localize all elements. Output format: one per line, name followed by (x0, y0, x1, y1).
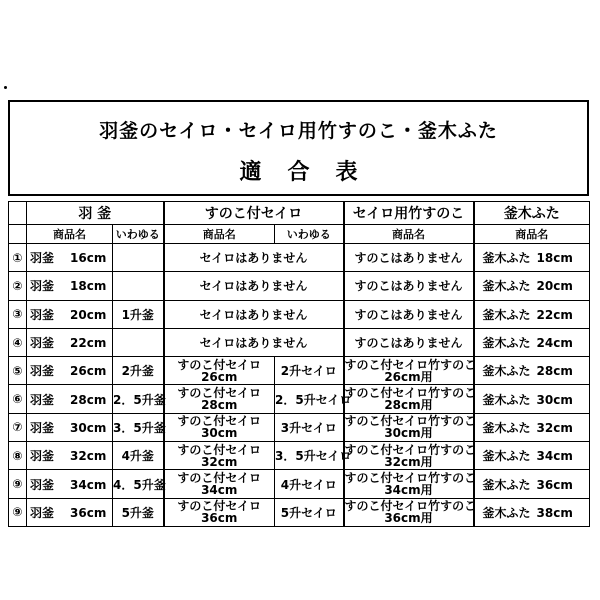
hagama-size: 22cm (70, 336, 107, 351)
seiro-none-note: セイロはありません (164, 300, 344, 328)
table-row (9, 300, 590, 328)
hagama-size: 36cm (70, 505, 107, 520)
header-hagama: 羽 釜 (27, 202, 164, 225)
sunoko-cell (344, 413, 477, 441)
seiro-iwayuru: 2．5升セイロ (275, 385, 344, 413)
table-row (9, 357, 590, 385)
seiro-size: 36cm (201, 511, 238, 526)
futa-size: 38cm (536, 505, 573, 520)
hagama-iwayuru (113, 244, 164, 272)
futa-name: 釜木ふた (482, 449, 531, 464)
hagama-cell (27, 328, 113, 356)
hagama-size: 28cm (70, 392, 107, 407)
row-number: ⑥ (9, 385, 27, 413)
seiro-size: 34cm (201, 483, 238, 498)
seiro-cell (164, 498, 275, 526)
hagama-iwayuru: 4升釜 (113, 442, 164, 470)
seiro-name: すのこ付セイロ (177, 442, 262, 457)
futa-size: 32cm (536, 420, 573, 435)
seiro-cell (164, 413, 275, 441)
hagama-iwayuru: 2升釜 (113, 357, 164, 385)
seiro-size: 28cm (201, 398, 238, 413)
hagama-iwayuru (113, 328, 164, 356)
sunoko-cell (344, 470, 477, 498)
table-row (9, 244, 590, 272)
hagama-size: 32cm (70, 449, 107, 464)
seiro-cell (164, 385, 275, 413)
futa-cell (474, 498, 590, 526)
row-number: ⑦ (9, 413, 27, 441)
hagama-size: 30cm (70, 420, 107, 435)
header-sunoko-seiro: すのこ付セイロ (164, 202, 344, 225)
futa-cell (474, 300, 590, 328)
futa-name: 釜木ふた (482, 420, 531, 435)
hagama-cell (27, 244, 113, 272)
row-number: ④ (9, 328, 27, 356)
hagama-size: 34cm (70, 477, 107, 492)
hagama-size: 20cm (70, 307, 107, 322)
sunoko-cell (344, 385, 477, 413)
row-number: ⑧ (9, 442, 27, 470)
table-row (9, 328, 590, 356)
corner-cell (9, 202, 27, 225)
header-row-sub (9, 225, 590, 244)
hagama-name: 羽釜 (30, 364, 55, 379)
futa-size: 22cm (536, 307, 573, 322)
futa-name: 釜木ふた (482, 279, 531, 294)
seiro-name: すのこ付セイロ (177, 471, 262, 486)
subheader-product-name: 商品名 (344, 225, 474, 244)
futa-size: 36cm (536, 477, 573, 492)
table-row (9, 272, 590, 300)
hagama-size: 18cm (70, 279, 107, 294)
row-number: ① (9, 244, 27, 272)
subheader-product-name: 商品名 (164, 225, 275, 244)
futa-name: 釜木ふた (482, 477, 531, 492)
futa-cell (474, 413, 590, 441)
seiro-size: 32cm (201, 454, 238, 469)
hagama-cell (27, 470, 113, 498)
hagama-cell (27, 498, 113, 526)
futa-size: 20cm (536, 279, 573, 294)
hagama-name: 羽釜 (30, 279, 55, 294)
sunoko-none-note: すのこはありません (344, 272, 474, 300)
hagama-iwayuru (113, 272, 164, 300)
sunoko-size: 32cm用 (384, 454, 433, 469)
futa-cell (474, 442, 590, 470)
hagama-name: 羽釜 (30, 477, 55, 492)
futa-cell (474, 328, 590, 356)
futa-size: 28cm (536, 364, 573, 379)
seiro-size: 30cm (201, 426, 238, 441)
sunoko-none-note: すのこはありません (344, 300, 474, 328)
seiro-name: すのこ付セイロ (177, 357, 262, 372)
futa-name: 釜木ふた (482, 307, 531, 322)
sunoko-name: すのこ付セイロ竹すのこ (344, 386, 477, 401)
title-box (8, 100, 589, 196)
seiro-cell (164, 357, 275, 385)
hagama-cell (27, 442, 113, 470)
hagama-iwayuru: 1升釜 (113, 300, 164, 328)
futa-cell (474, 272, 590, 300)
sunoko-name: すのこ付セイロ竹すのこ (344, 471, 477, 486)
hagama-name: 羽釜 (30, 392, 55, 407)
table-row (9, 498, 590, 526)
table-row (9, 470, 590, 498)
sunoko-size: 26cm用 (384, 369, 433, 384)
hagama-cell (27, 300, 113, 328)
seiro-none-note: セイロはありません (164, 244, 344, 272)
hagama-cell (27, 357, 113, 385)
subheader-iwayuru: いわゆる (275, 225, 344, 244)
sunoko-size: 34cm用 (384, 483, 433, 498)
seiro-iwayuru: 3升セイロ (275, 413, 344, 441)
seiro-cell (164, 470, 275, 498)
hagama-name: 羽釜 (30, 251, 55, 266)
corner-cell (9, 225, 27, 244)
stray-dot (4, 86, 7, 89)
futa-cell (474, 357, 590, 385)
sunoko-cell (344, 357, 477, 385)
seiro-name: すのこ付セイロ (177, 414, 262, 429)
futa-size: 30cm (536, 392, 573, 407)
hagama-cell (27, 385, 113, 413)
seiro-none-note: セイロはありません (164, 328, 344, 356)
futa-name: 釜木ふた (482, 251, 531, 266)
document-subtitle: 適合表 (239, 159, 384, 185)
hagama-cell (27, 272, 113, 300)
hagama-size: 26cm (70, 364, 107, 379)
subheader-product-name: 商品名 (474, 225, 590, 244)
seiro-iwayuru: 4升セイロ (275, 470, 344, 498)
header-kamagi-futa: 釜木ふた (474, 202, 590, 225)
seiro-iwayuru: 3．5升セイロ (275, 442, 344, 470)
hagama-cell (27, 413, 113, 441)
table-row (9, 442, 590, 470)
sunoko-cell (344, 442, 477, 470)
futa-name: 釜木ふた (482, 364, 531, 379)
sunoko-name: すのこ付セイロ竹すのこ (344, 414, 477, 429)
table-row (9, 385, 590, 413)
seiro-size: 26cm (201, 369, 238, 384)
hagama-size: 16cm (70, 251, 107, 266)
sunoko-name: すのこ付セイロ竹すのこ (344, 442, 477, 457)
hagama-name: 羽釜 (30, 420, 55, 435)
table-row (9, 413, 590, 441)
subheader-iwayuru: いわゆる (113, 225, 164, 244)
row-number: ⑤ (9, 357, 27, 385)
row-number: ③ (9, 300, 27, 328)
hagama-name: 羽釜 (30, 336, 55, 351)
sunoko-none-note: すのこはありません (344, 244, 474, 272)
futa-size: 18cm (536, 251, 573, 266)
futa-cell (474, 385, 590, 413)
sunoko-none-note: すのこはありません (344, 328, 474, 356)
hagama-iwayuru: 3．5升釜 (113, 413, 164, 441)
hagama-iwayuru: 5升釜 (113, 498, 164, 526)
row-number: ⑨ (9, 498, 27, 526)
seiro-none-note: セイロはありません (164, 272, 344, 300)
sunoko-size: 30cm用 (384, 426, 433, 441)
sunoko-name: すのこ付セイロ竹すのこ (344, 357, 477, 372)
futa-name: 釜木ふた (482, 392, 531, 407)
seiro-name: すのこ付セイロ (177, 386, 262, 401)
futa-name: 釜木ふた (482, 505, 531, 520)
row-number: ② (9, 272, 27, 300)
sunoko-size: 36cm用 (384, 511, 433, 526)
seiro-iwayuru: 5升セイロ (275, 498, 344, 526)
hagama-name: 羽釜 (30, 307, 55, 322)
document-title: 羽釜のセイロ・セイロ用竹すのこ・釜木ふた (99, 120, 498, 142)
futa-size: 24cm (536, 336, 573, 351)
header-seiro-sunoko: セイロ用竹すのこ (344, 202, 474, 225)
hagama-iwayuru: 2．5升釜 (113, 385, 164, 413)
row-number: ⑨ (9, 470, 27, 498)
header-row-main (9, 202, 590, 225)
hagama-iwayuru: 4．5升釜 (113, 470, 164, 498)
hagama-name: 羽釜 (30, 449, 55, 464)
compatibility-table (8, 201, 590, 527)
futa-cell (474, 244, 590, 272)
seiro-cell (164, 442, 275, 470)
sunoko-cell (344, 498, 477, 526)
hagama-name: 羽釜 (30, 505, 55, 520)
futa-cell (474, 470, 590, 498)
seiro-iwayuru: 2升セイロ (275, 357, 344, 385)
sunoko-name: すのこ付セイロ竹すのこ (344, 499, 477, 514)
futa-name: 釜木ふた (482, 336, 531, 351)
subheader-product-name: 商品名 (27, 225, 113, 244)
futa-size: 34cm (536, 449, 573, 464)
sunoko-size: 28cm用 (384, 398, 433, 413)
seiro-name: すのこ付セイロ (177, 499, 262, 514)
